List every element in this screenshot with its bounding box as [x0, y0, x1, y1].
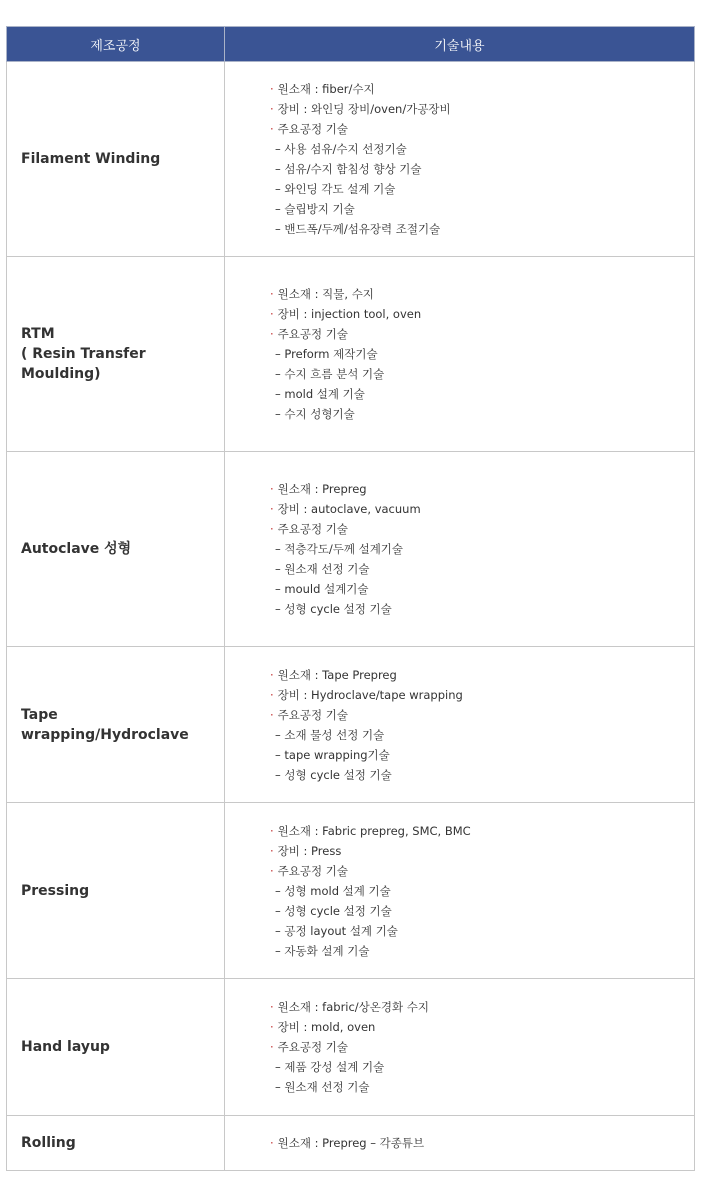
process-name	[7, 979, 225, 1116]
sub-item	[270, 599, 694, 619]
bullet-item	[270, 479, 694, 499]
sub-item	[270, 559, 694, 579]
bullet-dot-icon: ·	[270, 502, 274, 516]
process-name-line: Rolling	[21, 1135, 76, 1151]
item-text: – 원소재 선정 기술	[275, 562, 370, 576]
bullet-dot-icon: ·	[270, 823, 274, 838]
item-text: – 성형 cycle 설정 기술	[275, 903, 392, 918]
bullet-item	[270, 119, 694, 139]
process-name-line: RTM	[21, 326, 55, 342]
bullet-dot-icon: ·	[270, 522, 274, 536]
item-text: – 섬유/수지 함침성 향상 기술	[275, 162, 422, 176]
header-tech: 기술내용	[225, 27, 695, 62]
sub-item	[270, 364, 694, 384]
bullet-dot-icon: ·	[270, 82, 274, 96]
bullet-dot-icon: ·	[270, 1020, 274, 1034]
bullet-item	[270, 99, 694, 119]
sub-item	[270, 765, 694, 785]
sub-item	[270, 199, 694, 219]
item-text: 주요공정 기술	[277, 327, 348, 341]
tech-content	[225, 257, 695, 452]
bullet-item	[270, 1037, 694, 1057]
process-name-line: Autoclave 성형	[21, 541, 132, 557]
sub-item	[270, 159, 694, 179]
sub-item	[270, 941, 694, 961]
item-text: – 수지 성형기술	[275, 407, 355, 421]
bullet-dot-icon: ·	[270, 843, 274, 858]
sub-item	[270, 139, 694, 159]
process-name	[7, 452, 225, 647]
sub-item	[270, 921, 694, 941]
item-text: – 제품 강성 설계 기술	[275, 1060, 385, 1074]
item-text: 주요공정 기술	[277, 522, 348, 536]
tech-content	[225, 647, 695, 803]
bullet-item	[270, 705, 694, 725]
bullet-dot-icon: ·	[270, 327, 274, 341]
tech-content	[225, 979, 695, 1116]
bullet-dot-icon: ·	[270, 687, 274, 702]
tech-content	[225, 1116, 695, 1171]
item-text: 장비 : injection tool, oven	[277, 307, 422, 321]
sub-item	[270, 881, 694, 901]
sub-item	[270, 579, 694, 599]
bullet-item	[270, 861, 694, 881]
item-text: – 공정 layout 설계 기술	[275, 923, 398, 938]
bullet-item	[270, 284, 694, 304]
item-text: 장비 : autoclave, vacuum	[277, 502, 421, 516]
bullet-item	[270, 997, 694, 1017]
bullet-item	[270, 79, 694, 99]
bullet-item	[270, 324, 694, 344]
item-text: – 성형 cycle 설정 기술	[275, 602, 392, 616]
item-text: 주요공정 기술	[277, 707, 348, 722]
table-row	[7, 62, 695, 257]
sub-item	[270, 179, 694, 199]
table-row	[7, 1116, 695, 1171]
sub-item	[270, 901, 694, 921]
item-text: 장비 : mold, oven	[277, 1020, 376, 1034]
process-name	[7, 62, 225, 257]
bullet-item	[270, 519, 694, 539]
item-text: – mold 설계 기술	[275, 387, 365, 401]
bullet-item	[270, 499, 694, 519]
item-text: 원소재 : Prepreg	[277, 482, 367, 496]
sub-item	[270, 1077, 694, 1097]
item-text: 원소재 : fabric/상온경화 수지	[277, 1000, 429, 1014]
process-name	[7, 1116, 225, 1171]
item-text: – 적층각도/두께 설계기술	[275, 542, 404, 556]
item-text: 원소재 : Tape Prepreg	[277, 667, 397, 682]
process-name	[7, 647, 225, 803]
item-text: 원소재 : fiber/수지	[277, 82, 375, 96]
bullet-item	[270, 665, 694, 685]
item-text: – 소재 물성 선정 기술	[275, 727, 385, 742]
table-row	[7, 803, 695, 979]
item-text: 원소재 : Fabric prepreg, SMC, BMC	[277, 823, 471, 838]
tech-content	[225, 452, 695, 647]
process-table	[6, 26, 695, 1171]
table-body	[7, 62, 695, 1171]
header-row	[7, 27, 695, 62]
header-process: 제조공정	[7, 27, 225, 62]
item-text: – mould 설계기술	[275, 582, 369, 596]
process-name	[7, 257, 225, 452]
table-row	[7, 257, 695, 452]
process-table-container	[6, 26, 695, 1171]
process-name-line: Filament Winding	[21, 151, 161, 167]
item-text: – 와인딩 각도 설계 기술	[275, 182, 396, 196]
item-text: – 원소재 선정 기술	[275, 1080, 370, 1094]
item-text: – 슬립방지 기술	[275, 202, 355, 216]
bullet-dot-icon: ·	[270, 287, 274, 301]
process-name	[7, 803, 225, 979]
bullet-item	[270, 1017, 694, 1037]
sub-item	[270, 745, 694, 765]
item-text: – 밴드폭/두께/섬유장력 조절기술	[275, 222, 441, 236]
process-name-line: Tape wrapping/Hydroclave	[21, 706, 189, 743]
bullet-dot-icon: ·	[270, 1000, 274, 1014]
sub-item	[270, 1057, 694, 1077]
item-text: – tape wrapping기술	[275, 747, 390, 762]
item-text: 장비 : 와인딩 장비/oven/가공장비	[277, 102, 451, 116]
item-text: 주요공정 기술	[277, 863, 348, 878]
item-text: 주요공정 기술	[277, 122, 348, 136]
tech-content	[225, 62, 695, 257]
item-text: – 사용 섬유/수지 선정기술	[275, 142, 407, 156]
process-name-line: Pressing	[21, 882, 90, 899]
sub-item	[270, 725, 694, 745]
tech-content	[225, 803, 695, 979]
item-text: 원소재 : Prepreg – 각종튜브	[277, 1136, 425, 1150]
bullet-dot-icon: ·	[270, 1136, 274, 1150]
table-row	[7, 979, 695, 1116]
sub-item	[270, 219, 694, 239]
table-row	[7, 647, 695, 803]
bullet-item	[270, 304, 694, 324]
item-text: – 성형 cycle 설정 기술	[275, 767, 392, 782]
sub-item	[270, 344, 694, 364]
item-text: 장비 : Hydroclave/tape wrapping	[277, 687, 463, 702]
bullet-item	[270, 1133, 694, 1153]
table-row	[7, 452, 695, 647]
bullet-dot-icon: ·	[270, 482, 274, 496]
item-text: 원소재 : 직물, 수지	[277, 287, 374, 301]
sub-item	[270, 404, 694, 424]
bullet-item	[270, 821, 694, 841]
bullet-dot-icon: ·	[270, 707, 274, 722]
bullet-dot-icon: ·	[270, 1040, 274, 1054]
bullet-item	[270, 841, 694, 861]
bullet-dot-icon: ·	[270, 102, 274, 116]
item-text: – 성형 mold 설계 기술	[275, 883, 391, 898]
process-name-line: ( Resin Transfer Moulding)	[21, 346, 146, 382]
item-text: – Preform 제작기술	[275, 347, 378, 361]
process-name-line: Hand layup	[21, 1039, 110, 1055]
item-text: 주요공정 기술	[277, 1040, 348, 1054]
bullet-dot-icon: ·	[270, 122, 274, 136]
sub-item	[270, 384, 694, 404]
sub-item	[270, 539, 694, 559]
item-text: 장비 : Press	[277, 843, 342, 858]
bullet-dot-icon: ·	[270, 863, 274, 878]
item-text: – 자동화 설계 기술	[275, 943, 370, 958]
bullet-dot-icon: ·	[270, 307, 274, 321]
bullet-item	[270, 685, 694, 705]
bullet-dot-icon: ·	[270, 667, 274, 682]
item-text: – 수지 흐름 분석 기술	[275, 367, 385, 381]
